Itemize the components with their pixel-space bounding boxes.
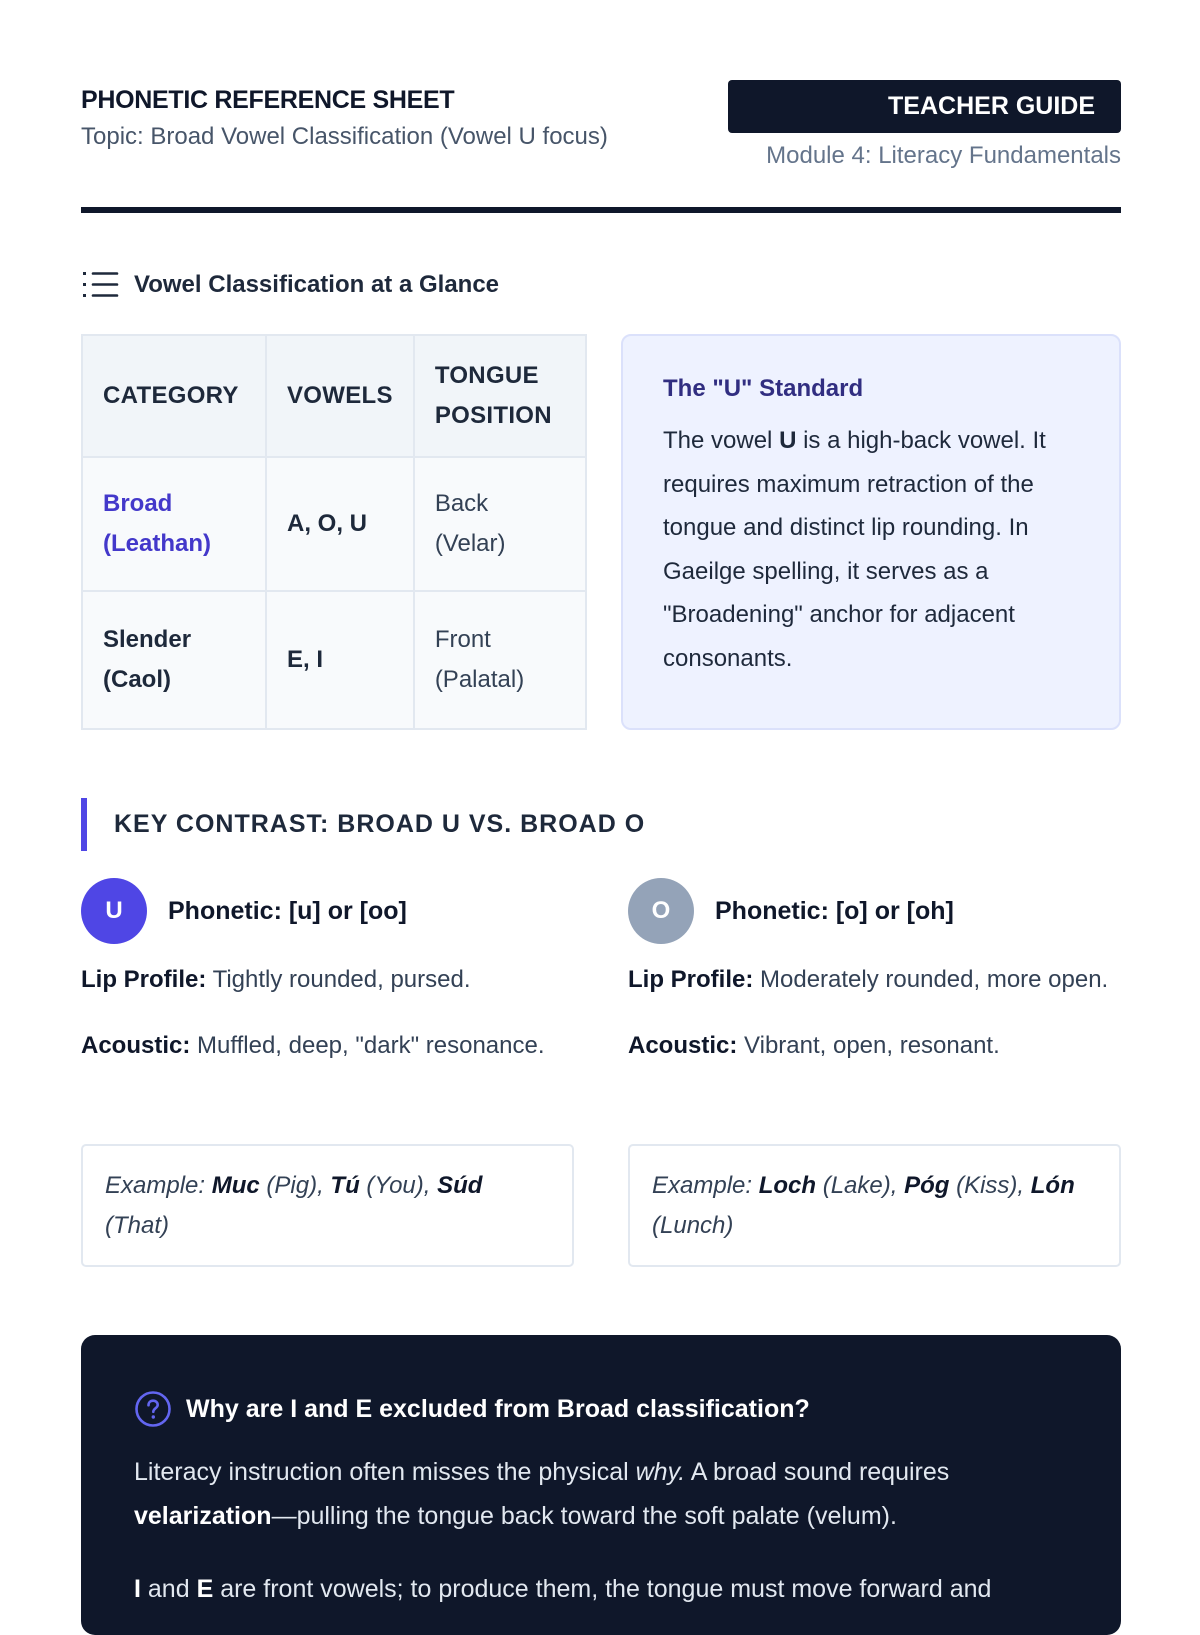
category-cell: Broad (Leathan) — [82, 457, 266, 591]
u-standard-callout — [621, 334, 1121, 730]
column-header: CATEGORY — [82, 335, 266, 457]
category-cell: Slender (Caol) — [82, 591, 266, 729]
callout-vowel: U — [779, 427, 797, 454]
acoustic-profile: Acoustic: Muffled, deep, "dark" resonance. — [81, 1032, 545, 1059]
callout-title: The "U" Standard — [663, 375, 864, 402]
phonetic-row — [81, 878, 574, 944]
example-box: Example: Muc (Pig), Tú (You), Súd (That) — [81, 1144, 574, 1267]
page-topic: Topic: Broad Vowel Classification (Vowel U focus) — [81, 123, 608, 150]
callout-text: The vowel U is a high-back vowel. It requires maximum retraction of the tongue and distinct lip rounding. In Gaeilge spelling, it serves as a "Broadening" anchor for adjacent consonants. — [663, 427, 1046, 672]
why-question — [134, 1390, 810, 1428]
vowel-o-badge: O — [628, 878, 694, 944]
phonetic-label: Phonetic: [u] or [oo] — [168, 896, 407, 925]
teacher-guide-badge: TEACHER GUIDE — [728, 80, 1121, 133]
why-paragraph-1: Literacy instruction often misses the physical why. A broad sound requires velarization—pulling the tongue back toward the soft palate (velum). — [134, 1458, 950, 1530]
table-row — [82, 591, 586, 729]
phonetic-row — [628, 878, 1121, 944]
lip-profile: Lip Profile: Tightly rounded, pursed. — [81, 966, 471, 993]
why-explainer-box — [81, 1335, 1121, 1635]
vowel-u-badge: U — [81, 878, 147, 944]
column-header: TONGUE POSITION — [414, 335, 586, 457]
list-icon — [81, 268, 121, 302]
classification-table — [81, 334, 587, 730]
why-question-text: Why are I and E excluded from Broad classification? — [186, 1394, 810, 1423]
position-cell: Front (Palatal) — [414, 591, 586, 729]
glance-heading — [81, 268, 499, 302]
broad-u-column — [81, 878, 574, 1239]
table-row — [82, 457, 586, 591]
module-label: Module 4: Literacy Fundamentals — [766, 142, 1121, 169]
header-divider — [81, 207, 1121, 213]
vowels-cell: E, I — [266, 591, 414, 729]
broad-o-column — [628, 878, 1121, 1239]
table-header-row — [82, 335, 586, 457]
page-title: PHONETIC REFERENCE SHEET — [81, 86, 455, 114]
acoustic-profile: Acoustic: Vibrant, open, resonant. — [628, 1032, 1000, 1059]
position-cell: Back (Velar) — [414, 457, 586, 591]
glance-title: Vowel Classification at a Glance — [134, 271, 500, 298]
example-box: Example: Loch (Lake), Póg (Kiss), Lón (Lunch) — [628, 1144, 1121, 1267]
help-circle-icon — [134, 1390, 172, 1428]
column-header: VOWELS — [266, 335, 414, 457]
key-contrast-heading: KEY CONTRAST: BROAD U VS. BROAD O — [81, 798, 645, 851]
phonetic-label: Phonetic: [o] or [oh] — [715, 896, 954, 925]
vowels-cell: A, O, U — [266, 457, 414, 591]
why-paragraph-2: I and E are front vowels; to produce them, the tongue must move forward and — [134, 1575, 992, 1603]
lip-profile: Lip Profile: Moderately rounded, more open. — [628, 966, 1109, 993]
